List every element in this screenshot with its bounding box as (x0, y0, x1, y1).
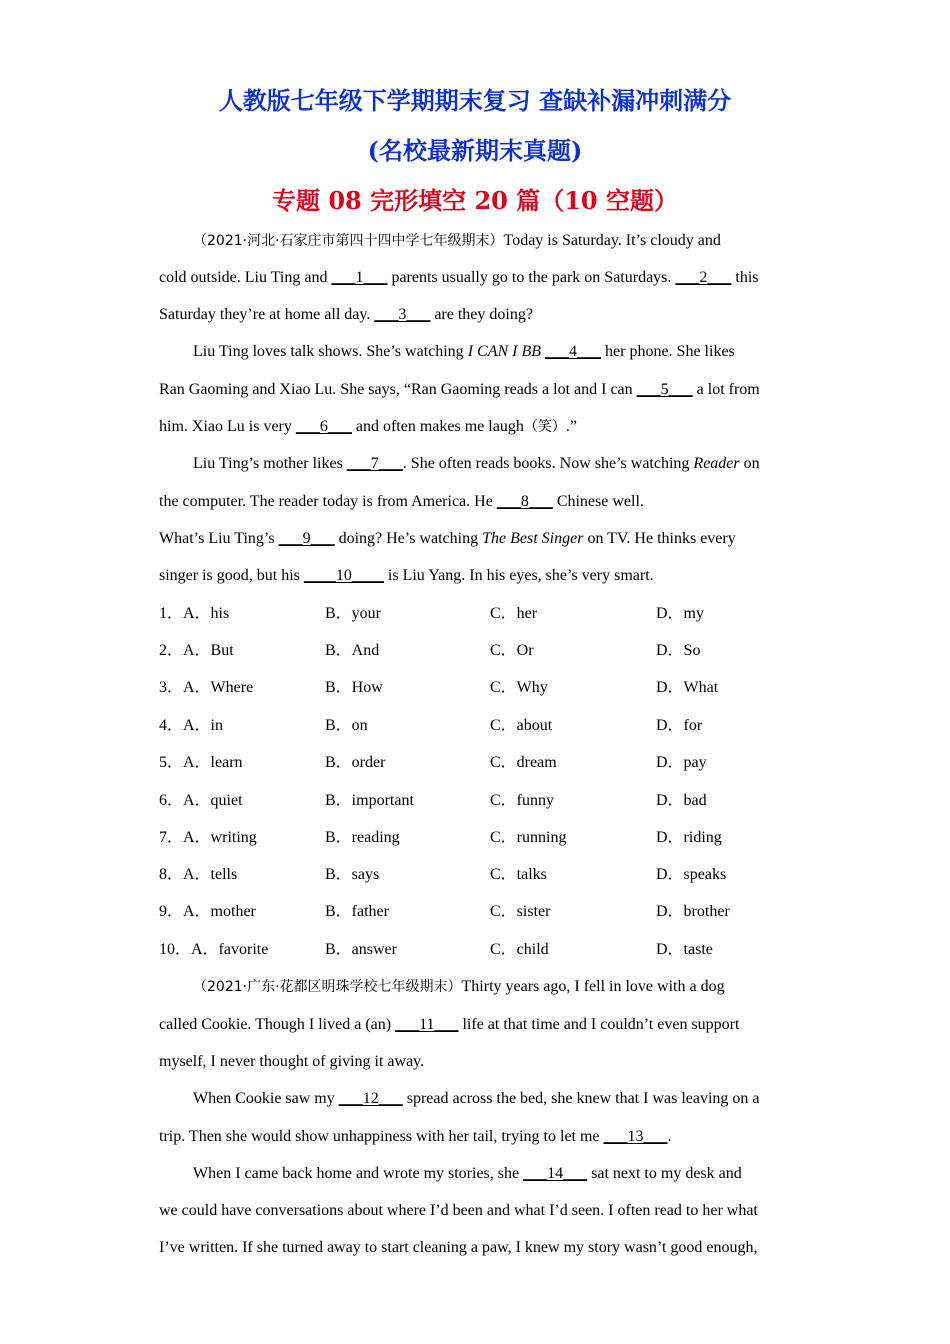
option-c: C．dream (490, 754, 557, 771)
passage1-line-5: Ran Gaoming and Xiao Lu. She says, “Ran Gaoming reads a lot and I can ___5___ a lot from (159, 381, 760, 398)
show-title: I CAN I BB (467, 343, 542, 360)
option-a: 7．A．writing (159, 829, 257, 846)
option-d: D．my (656, 605, 705, 622)
title-line-1: 人教版七年级下学期期末复习 查缺补漏冲刺满分 (218, 86, 732, 115)
passage1-line-6: him. Xiao Lu is very ___6___ and often makes me laugh（笑）.” (159, 418, 577, 435)
option-c: C．child (490, 941, 549, 958)
option-d: D．pay (656, 754, 707, 771)
passage2-line-1: （2021·广东·花都区明珠学校七年级期末）Thirty years ago, I fell in love with a dog (193, 978, 725, 995)
option-b: B．on (325, 717, 368, 734)
passage1-line-3: Saturday they’re at home all day. ___3___ are they doing? (159, 306, 533, 323)
blank-6: ___6___ (295, 418, 352, 435)
option-b: B．important (325, 792, 414, 809)
passage1-line-7: Liu Ting’s mother likes ___7___. She often reads books. Now she’s watching Reader on (193, 455, 760, 472)
option-c: C．funny (490, 792, 555, 809)
option-c: C．running (490, 829, 567, 846)
passage2-line-5: trip. Then she would show unhappiness with her tail, trying to let me ___13___. (159, 1128, 672, 1145)
option-a: 4．A．in (159, 717, 224, 734)
title-line-3: 专题 08 完形填空 20 篇（10 空题） (272, 186, 678, 215)
option-d: D．What (656, 679, 719, 696)
option-d: D．So (656, 642, 701, 659)
option-b: B．father (325, 903, 389, 920)
blank-11: ___11___ (395, 1016, 459, 1033)
blank-13: ___13___ (603, 1128, 668, 1145)
title-line-2: (名校最新期末真题) (367, 136, 583, 165)
option-a: 8．A．tells (159, 866, 238, 883)
option-c: C．sister (490, 903, 551, 920)
option-c: C．talks (490, 866, 547, 883)
blank-5: ___5___ (636, 381, 693, 398)
passage2-source: （2021·广东·花都区明珠学校七年级期末） (193, 979, 462, 995)
blank-4: ___4___ (545, 343, 602, 360)
passage2-line-4: When Cookie saw my ___12___ spread across the bed, she knew that I was leaving on a (193, 1090, 760, 1107)
passage1-line-2: cold outside. Liu Ting and ___1___ parents usually go to the park on Saturdays. ___2___ this (159, 269, 759, 286)
option-b: B．reading (325, 829, 400, 846)
option-b: B．your (325, 605, 382, 622)
show-title: Reader (693, 455, 740, 472)
passage1-line-8: the computer. The reader today is from America. He ___8___ Chinese well. (159, 493, 644, 510)
passage2-line-3: myself, I never thought of giving it away. (159, 1053, 425, 1070)
passage2-line-6: When I came back home and wrote my stories, she ___14___ sat next to my desk and (193, 1165, 742, 1182)
show-title: The Best Singer (482, 530, 584, 547)
blank-7: ___7___ (346, 455, 403, 472)
passage1-line-10: singer is good, but his ____10____ is Liu Yang. In his eyes, she’s very smart. (159, 567, 654, 584)
passage1-source: （2021·河北·石家庄市第四十四中学七年级期末） (193, 233, 504, 249)
option-a: 5．A．learn (159, 754, 243, 771)
passage2-line-7: we could have conversations about where I’d been and what I’d seen. I often read to her what (159, 1202, 758, 1219)
option-b: B．And (325, 642, 380, 659)
option-d: D．riding (656, 829, 722, 846)
blank-3: ___3___ (374, 306, 431, 323)
blank-2: ___2___ (675, 269, 732, 286)
option-d: D．bad (656, 792, 707, 809)
option-a: 10．A．favorite (159, 941, 269, 958)
option-c: C．Why (490, 679, 548, 696)
option-d: D．brother (656, 903, 730, 920)
option-a: 1．A．his (159, 605, 230, 622)
option-a: 9．A．mother (159, 903, 256, 920)
option-c: C．her (490, 605, 538, 622)
option-c: C．Or (490, 642, 534, 659)
blank-10: ____10____ (303, 567, 384, 584)
option-b: B．answer (325, 941, 397, 958)
blank-9: ___9___ (278, 530, 335, 547)
option-c: C．about (490, 717, 553, 734)
option-b: B．order (325, 754, 386, 771)
passage1-line-4: Liu Ting loves talk shows. She’s watching I CAN I BB ___4___ her phone. She likes (193, 343, 735, 360)
option-d: D．taste (656, 941, 713, 958)
passage2-line-8: I’ve written. If she turned away to start cleaning a paw, I knew my story wasn’t good enough, (159, 1239, 758, 1256)
option-a: 6．A．quiet (159, 792, 243, 809)
option-a: 3．A．Where (159, 679, 254, 696)
passage1-line-9: What’s Liu Ting’s ___9___ doing? He’s watching The Best Singer on TV. He thinks every (159, 530, 736, 547)
blank-12: ___12___ (338, 1090, 403, 1107)
passage1-line-1: （2021·河北·石家庄市第四十四中学七年级期末）Today is Saturday. It’s cloudy and (193, 232, 721, 249)
option-d: D．for (656, 717, 703, 734)
option-b: B．How (325, 679, 383, 696)
blank-8: ___8___ (496, 493, 553, 510)
blank-14: ___14___ (523, 1165, 588, 1182)
passage2-line-2: called Cookie. Though I lived a (an) ___11___ life at that time and I couldn’t even support (159, 1016, 740, 1033)
option-d: D．speaks (656, 866, 727, 883)
option-b: B．says (325, 866, 380, 883)
blank-1: ___1___ (331, 269, 388, 286)
option-a: 2．A．But (159, 642, 234, 659)
